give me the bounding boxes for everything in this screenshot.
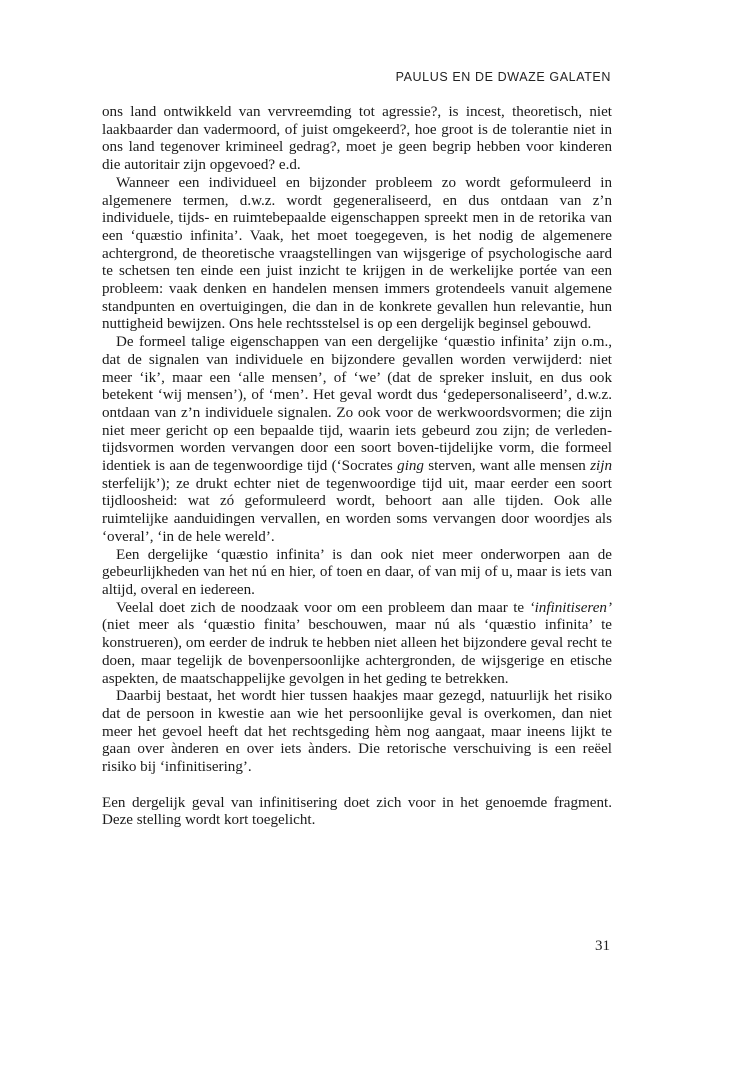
paragraph-5 (102, 600, 612, 689)
emphasis-ging: ging (397, 458, 424, 475)
page-number: 31 (595, 938, 610, 954)
paragraph-3 (102, 334, 612, 546)
paragraph-3-part-a: De formeel talige eigenschappen van een dergelijke ‘quæstio infinita’ zijn o.m., dat de signalen van individuele en bijzondere gevallen worden verwijderd: niet meer ‘ik’, maar een ‘alle mensen’, of ‘we’ (dat de spreker insluit, en dus ook betekent ‘wij mensen’), of ‘men’. Het geval wordt dus ‘gedepersonaliseerd’, d.w.z. ontdaan van z’n individuele signalen. Zo ook voor de werkwoordsvormen; die zijn niet meer gericht op een bepaalde tijd, waarin iets gebeurd zou zijn; de verleden-tijdsvormen worden vervangen door een soort boven-tijdelijke vorm, die formeel identiek is aan de tegenwoordige tijd (‘Socrates (102, 334, 612, 475)
paragraph-4: Een dergelijke ‘quæstio infinita’ is dan ook niet meer onderworpen aan de gebeurlijkheden van het nú en hier, of toen en daar, of van mij of u, maar is iets van altijd, overal en iedereen. (102, 546, 612, 598)
paragraph-1: ons land ontwikkeld van vervreemding tot agressie?, is incest, theoretisch, niet laakbaarder dan vadermoord, of juist omgekeerd?, hoe groot is de tolerantie niet in ons land tegenover krimineel gedrag?, moet je geen begrip hebben voor kinderen die autoritair zijn opgevoed? e.d. (102, 104, 612, 174)
paragraph-5-part-a: Veelal doet zich de noodzaak voor om een probleem dan maar te (116, 599, 530, 616)
paragraph-5-part-b: (niet meer als ‘quæstio finita’ beschouwen, maar nú als ‘quæstio infinita’ te konstrueren), om eerder de indruk te hebben niet alleen het bijzondere geval recht te doen, maar tegelijk de bovenpersoonlijke achtergronden, de wijsgerige en etische aspekten, de maatschappelijke gevolgen in het geding te betrekken. (102, 617, 612, 687)
paragraph-6: Daarbij bestaat, het wordt hier tussen haakjes maar gezegd, natuurlijk het risiko dat de persoon in kwestie aan wie het persoonlijke geval is overkomen, dan niet meer het gevoel heeft dat het rechtsgeding hèm nog aangaat, maar ineens lijkt te gaan over ànderen en over iets ànders. Die retorische verschuiving is een reëel risiko bij ‘infinitisering’. (102, 688, 612, 776)
paragraph-2: Wanneer een individueel en bijzonder probleem zo wordt geformuleerd in algemenere termen, d.w.z. wordt gegeneraliseerd, en dus ontdaan van z’n individuele, tijds- en ruimtebepaalde eigenschappen spreekt men in de retorika van een ‘quæstio infinita’. Vaak, het moet toegegeven, is het nodig de algemenere achtergrond, de theoretische vraagstellingen van wijsgerige of psychologische aard te schetsen ten einde een juist inzicht te krijgen in de werkelijke portée van een probleem: vaak denken en handelen mensen immers grotendeels vanuit algemene standpunten en overtuigingen, die dan in de konkrete gevallen hun relevantie, hun nuttigheid bewijzen. Ons hele rechtsstelsel is op een dergelijk beginsel gebouwd. (102, 174, 612, 333)
paragraph-3-part-c: sterfelijk’); ze drukt echter niet de tegenwoordige tijd uit, maar eerder een soort tijdloosheid: wat zó geformuleerd wordt, behoort aan alle tijden. Ook alle ruimtelijke aanduidingen vervallen, en worden soms vervangen door woordjes als ‘overal’, ‘in de hele wereld’. (102, 475, 612, 545)
body-text (102, 104, 612, 830)
emphasis-infinitiseren: ‘infinitiseren’ (529, 599, 612, 616)
running-head: PAULUS EN DE DWAZE GALATEN (395, 70, 611, 84)
emphasis-zijn: zijn (590, 458, 612, 475)
paragraph-7: Een dergelijk geval van infinitisering doet zich voor in het genoemde fragment. Deze stelling wordt kort toegelicht. (102, 794, 612, 829)
paragraph-3-part-b: sterven, want alle mensen (423, 458, 591, 475)
